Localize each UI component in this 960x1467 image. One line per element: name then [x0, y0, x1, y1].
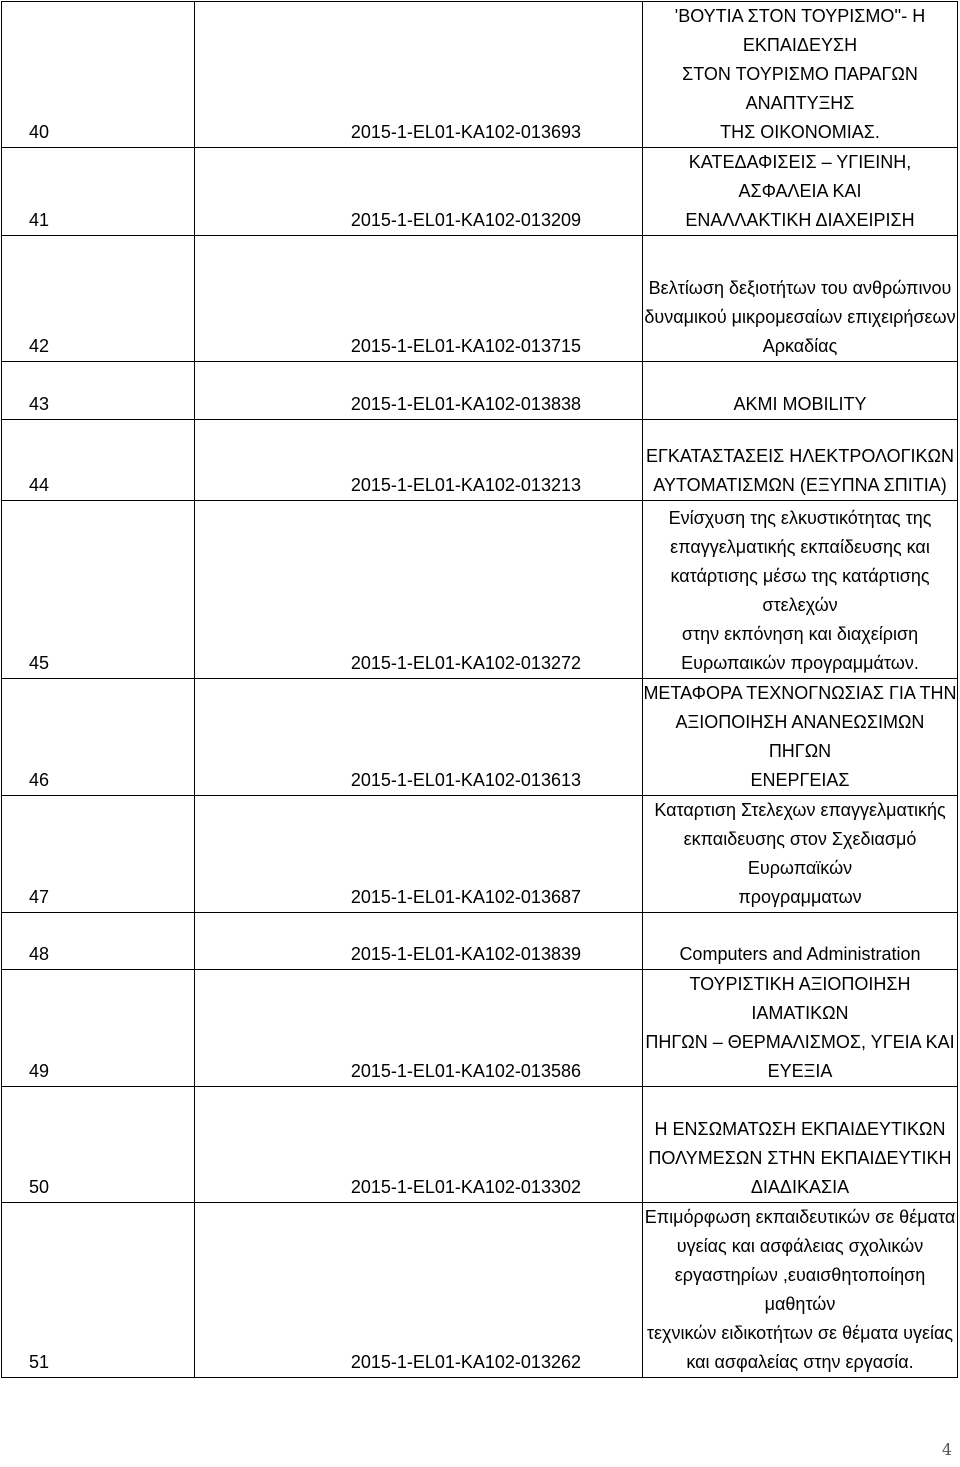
project-title-line: ΠΗΓΩΝ – ΘΕΡΜΑΛΙΣΜΟΣ, ΥΓΕΙΑ ΚΑΙ ΕΥΕΞΙΑ	[645, 1032, 955, 1081]
page-number: 4	[941, 1440, 952, 1459]
project-code: 2015-1-EL01-KA102-013613	[195, 679, 643, 796]
project-code: 2015-1-EL01-KA102-013715	[195, 236, 643, 362]
project-code: 2015-1-EL01-KA102-013693	[195, 2, 643, 148]
project-code: 2015-1-EL01-KA102-013687	[195, 796, 643, 913]
table-row	[2, 1087, 958, 1203]
project-code: 2015-1-EL01-KA102-013262	[195, 1203, 643, 1378]
row-number: 44	[2, 420, 195, 501]
row-number: 41	[2, 148, 195, 236]
project-title-line: ΠΟΛΥΜΕΣΩΝ ΣΤΗΝ ΕΚΠΑΙΔΕΥΤΙΚΗ	[648, 1148, 952, 1168]
project-title-line: προγραμματων	[738, 887, 862, 907]
project-title-line: ΤΗΣ ΟΙΚΟΝΟΜΙΑΣ.	[720, 122, 880, 142]
row-number: 45	[2, 501, 195, 679]
project-title-line: ΣΤΟΝ ΤΟΥΡΙΣΜΟ ΠΑΡΑΓΩΝ ΑΝΑΠΤΥΞΗΣ	[682, 64, 918, 113]
row-number: 51	[2, 1203, 195, 1378]
project-title	[643, 420, 958, 501]
row-number: 49	[2, 970, 195, 1087]
row-number: 48	[2, 913, 195, 970]
row-number: 47	[2, 796, 195, 913]
project-title	[643, 148, 958, 236]
project-title-line: Η ΕΝΣΩΜΑΤΩΣΗ ΕΚΠΑΙΔΕΥΤΙΚΩΝ	[654, 1119, 946, 1139]
project-title-line: Ευρωπαικών προγραμμάτων.	[681, 653, 919, 673]
table-row	[2, 796, 958, 913]
row-number: 40	[2, 2, 195, 148]
project-title-line: ΑΚΜΙ MOBILITY	[733, 394, 867, 414]
project-code: 2015-1-EL01-KA102-013272	[195, 501, 643, 679]
project-code: 2015-1-EL01-KA102-013586	[195, 970, 643, 1087]
project-title-line: και ασφαλείας στην εργασία.	[686, 1352, 914, 1372]
project-title	[643, 970, 958, 1087]
project-title-line: Computers and Administration	[679, 944, 921, 964]
project-title-line: ΕΝΑΛΛΑΚΤΙΚΗ ΔΙΑΧΕΙΡΙΣΗ	[685, 210, 915, 230]
project-title-line: ΕΝΕΡΓΕΙΑΣ	[750, 770, 850, 790]
project-title-line: ΚΑΤΕΔΑΦΙΣΕΙΣ – ΥΓΙΕΙΝΗ, ΑΣΦΑΛΕΙΑ ΚΑΙ	[688, 152, 912, 201]
project-title	[643, 2, 958, 148]
project-title-line: ΤΟΥΡΙΣΤΙΚΗ ΑΞΙΟΠΟΙΗΣΗ ΙΑΜΑΤΙΚΩΝ	[689, 974, 911, 1023]
project-code: 2015-1-EL01-KA102-013302	[195, 1087, 643, 1203]
project-title	[643, 501, 958, 679]
project-title-line: εργαστηρίων ,ευαισθητοποίηση μαθητών	[674, 1265, 926, 1314]
project-title	[643, 1087, 958, 1203]
project-title-line: εκπαιδευσης στον Σχεδιασμό Ευρωπαϊκών	[683, 829, 917, 878]
row-number: 42	[2, 236, 195, 362]
project-title-line: Αρκαδίας	[762, 336, 838, 356]
project-title-line: Ενίσχυση της ελκυστικότητας της	[668, 508, 932, 528]
project-title-line: δυναμικού μικρομεσαίων επιχειρήσεων	[644, 307, 956, 327]
project-title	[643, 236, 958, 362]
projects-table-body	[2, 2, 958, 1378]
project-title-line: ΜΕΤΑΦΟΡΑ ΤΕΧΝΟΓΝΩΣΙΑΣ ΓΙΑ ΤΗΝ	[643, 683, 957, 703]
table-row	[2, 236, 958, 362]
project-title-line: κατάρτισης μέσω της κατάρτισης στελεχών	[670, 566, 930, 615]
table-row	[2, 1203, 958, 1378]
project-title-line: ΑΞΙΟΠΟΙΗΣΗ ΑΝΑΝΕΩΣΙΜΩΝ ΠΗΓΩΝ	[675, 712, 925, 761]
project-title-line: ΔΙΑΔΙΚΑΣΙΑ	[750, 1177, 850, 1197]
project-title-line: υγείας και ασφάλειας σχολικών	[676, 1236, 924, 1256]
project-code: 2015-1-EL01-KA102-013213	[195, 420, 643, 501]
table-row	[2, 2, 958, 148]
row-number: 46	[2, 679, 195, 796]
project-title-line: ΕΓΚΑΤΑΣΤΑΣΕΙΣ ΗΛΕΚΤΡΟΛΟΓΙΚΩΝ	[645, 446, 955, 466]
project-title	[643, 1203, 958, 1378]
table-row	[2, 913, 958, 970]
project-title-line: ΑΥΤΟΜΑΤΙΣΜΩΝ (ΕΞΥΠΝΑ ΣΠΙΤΙΑ)	[653, 475, 947, 495]
table-row	[2, 679, 958, 796]
project-title-line: Καταρτιση Στελεχων επαγγελματικής	[654, 800, 946, 820]
project-title-line: Βελτίωση δεξιοτήτων του ανθρώπινου	[648, 278, 952, 298]
project-title	[643, 362, 958, 420]
project-code: 2015-1-EL01-KA102-013209	[195, 148, 643, 236]
table-row	[2, 362, 958, 420]
table-row	[2, 420, 958, 501]
project-title-line: τεχνικών ειδικοτήτων σε θέματα υγείας	[646, 1323, 954, 1343]
project-title-line: 'ΒΟΥΤΙΑ ΣΤΟΝ ΤΟΥΡΙΣΜΟ''- Η ΕΚΠΑΙΔΕΥΣΗ	[674, 6, 926, 55]
row-number: 50	[2, 1087, 195, 1203]
projects-table	[1, 1, 958, 1378]
row-number: 43	[2, 362, 195, 420]
project-title	[643, 679, 958, 796]
project-code: 2015-1-EL01-KA102-013839	[195, 913, 643, 970]
project-title-line: Επιμόρφωση εκπαιδευτικών σε θέματα	[644, 1207, 956, 1227]
project-title	[643, 796, 958, 913]
project-title-line: επαγγελματικής εκπαίδευσης και	[670, 537, 930, 557]
project-title-line: στην εκπόνηση και διαχείριση	[681, 624, 919, 644]
project-title	[643, 913, 958, 970]
table-row	[2, 501, 958, 679]
table-row	[2, 970, 958, 1087]
project-code: 2015-1-EL01-KA102-013838	[195, 362, 643, 420]
table-row	[2, 148, 958, 236]
